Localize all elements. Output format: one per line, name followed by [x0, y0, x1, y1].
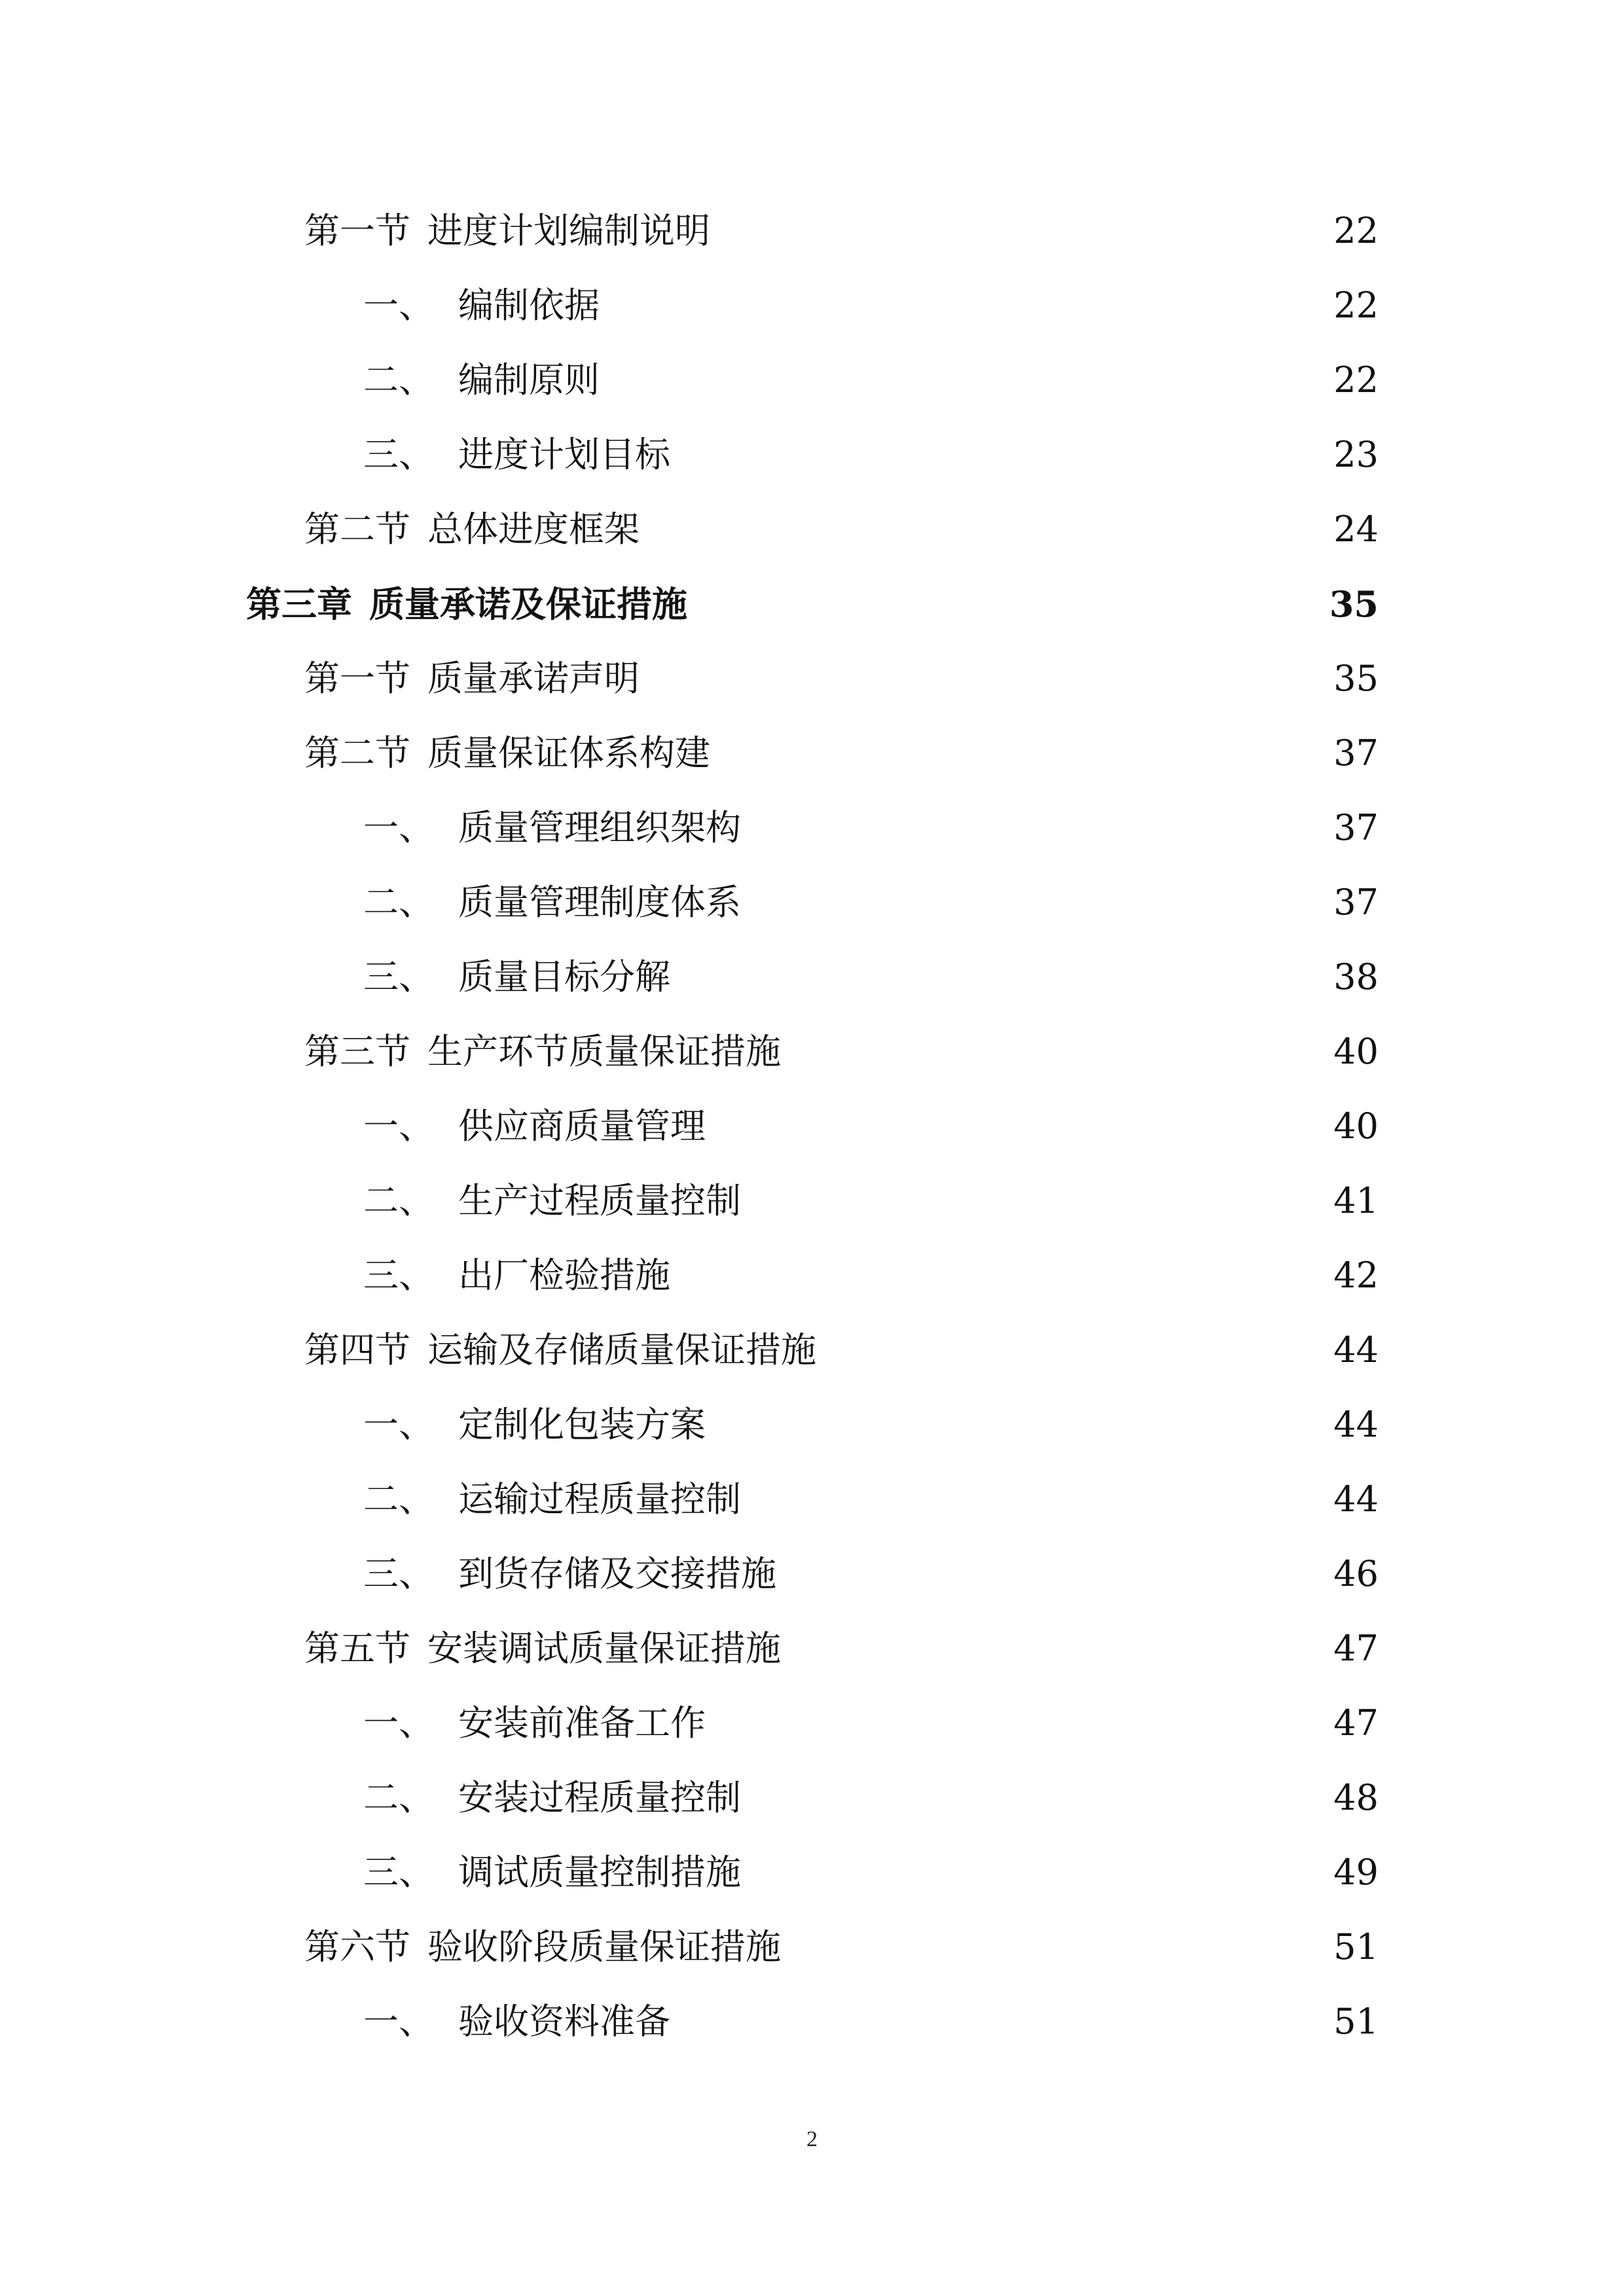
toc-entry-page-number: 37	[1333, 807, 1379, 848]
toc-entry-number: 第一节	[304, 658, 410, 699]
toc-entry-title: 供应商质量管理	[458, 1105, 706, 1147]
toc-entry-number: 第三章	[246, 583, 352, 625]
toc-entry-item[interactable]	[0, 1761, 1624, 1835]
toc-entry-heading	[304, 510, 640, 549]
toc-entry-heading	[363, 1480, 741, 1519]
dot-leader	[749, 1480, 1287, 1519]
toc-entry-item[interactable]	[0, 940, 1624, 1014]
toc-entry-heading	[363, 361, 600, 400]
toc-entry-number: 三、	[363, 1852, 434, 1893]
toc-entry-item[interactable]	[0, 343, 1624, 418]
toc-entry-section[interactable]	[0, 1014, 1624, 1089]
toc-entry-section[interactable]	[0, 194, 1624, 268]
dot-leader	[749, 1853, 1287, 1892]
toc-entry-item[interactable]	[0, 1388, 1624, 1462]
toc-entry-page-number: 24	[1333, 509, 1379, 550]
toc-entry-number: 一、	[363, 2001, 434, 2042]
toc-entry-page-number: 35	[1333, 658, 1379, 699]
dot-leader	[789, 1928, 1287, 1967]
toc-entry-number: 一、	[363, 807, 434, 848]
dot-leader	[678, 2002, 1287, 2041]
table-of-contents	[0, 194, 1624, 2059]
toc-entry-title: 生产环节质量保证措施	[427, 1031, 781, 1072]
dot-leader	[789, 1629, 1287, 1668]
toc-entry-number: 二、	[363, 1479, 434, 1520]
toc-entry-number: 一、	[363, 1404, 434, 1445]
toc-entry-heading	[363, 1405, 706, 1444]
toc-entry-heading	[363, 435, 670, 475]
toc-entry-number: 三、	[363, 956, 434, 997]
toc-entry-heading	[363, 1256, 670, 1295]
toc-entry-page-number: 22	[1333, 285, 1379, 326]
toc-entry-page-number: 51	[1333, 2001, 1379, 2042]
toc-entry-title: 安装调试质量保证措施	[427, 1628, 781, 1669]
dot-leader	[749, 808, 1287, 848]
toc-entry-number: 一、	[363, 1702, 434, 1744]
dot-leader	[789, 1032, 1287, 1071]
dot-leader	[824, 1331, 1287, 1370]
toc-entry-title: 生产过程质量控制	[458, 1180, 741, 1221]
toc-entry-number: 二、	[363, 359, 434, 401]
toc-entry-heading	[363, 1107, 706, 1146]
toc-entry-page-number: 47	[1333, 1628, 1379, 1669]
dot-leader	[718, 211, 1287, 251]
toc-entry-item[interactable]	[0, 865, 1624, 940]
toc-entry-number: 三、	[363, 1553, 434, 1594]
toc-entry-page-number: 47	[1333, 1702, 1379, 1744]
toc-entry-item[interactable]	[0, 1537, 1624, 1611]
toc-entry-number: 第五节	[304, 1628, 410, 1669]
toc-entry-title: 质量承诺声明	[427, 658, 640, 699]
toc-entry-page-number: 40	[1333, 1031, 1379, 1072]
toc-entry-item[interactable]	[0, 418, 1624, 492]
dot-leader	[678, 1256, 1287, 1295]
dot-leader	[647, 659, 1287, 698]
toc-entry-title: 调试质量控制措施	[458, 1852, 741, 1893]
dot-leader	[749, 1181, 1287, 1221]
toc-entry-page-number: 44	[1333, 1479, 1379, 1520]
toc-entry-section[interactable]	[0, 1313, 1624, 1388]
toc-entry-page-number: 38	[1333, 956, 1379, 997]
toc-entry-item[interactable]	[0, 1462, 1624, 1537]
toc-entry-item[interactable]	[0, 1164, 1624, 1238]
page-number: 2	[806, 2127, 818, 2151]
toc-entry-page-number: 42	[1333, 1255, 1379, 1296]
toc-entry-title: 质量保证体系构建	[427, 732, 710, 774]
toc-entry-heading	[304, 734, 710, 773]
toc-entry-heading	[304, 1331, 816, 1370]
toc-entry-title: 质量目标分解	[458, 956, 670, 997]
dot-leader	[718, 734, 1287, 773]
toc-entry-title: 编制原则	[458, 359, 600, 401]
dot-leader	[713, 1107, 1287, 1146]
toc-entry-page-number: 40	[1333, 1105, 1379, 1147]
dot-leader	[713, 1405, 1287, 1444]
toc-entry-item[interactable]	[0, 268, 1624, 343]
toc-entry-page-number: 37	[1333, 732, 1379, 774]
toc-entry-chapter[interactable]	[0, 567, 1624, 641]
toc-entry-page-number: 23	[1333, 434, 1379, 475]
toc-entry-number: 二、	[363, 1777, 434, 1818]
dot-leader	[749, 1778, 1287, 1818]
toc-entry-number: 一、	[363, 1105, 434, 1147]
toc-entry-title: 总体进度框架	[427, 509, 640, 550]
toc-entry-number: 第三节	[304, 1031, 410, 1072]
toc-entry-page-number: 22	[1333, 210, 1379, 251]
toc-entry-number: 第四节	[304, 1329, 410, 1371]
toc-entry-title: 验收资料准备	[458, 2001, 670, 2042]
toc-entry-page-number: 46	[1333, 1553, 1379, 1594]
toc-entry-page-number: 44	[1333, 1329, 1379, 1371]
dot-leader	[749, 883, 1287, 922]
toc-entry-heading	[304, 659, 640, 698]
toc-entry-section[interactable]	[0, 716, 1624, 791]
toc-entry-page-number: 22	[1333, 359, 1379, 401]
toc-entry-heading	[363, 286, 600, 325]
toc-entry-heading	[363, 808, 741, 848]
toc-entry-section[interactable]	[0, 641, 1624, 716]
toc-entry-heading	[246, 584, 687, 624]
toc-entry-title: 进度计划编制说明	[427, 210, 710, 251]
dot-leader	[713, 1704, 1287, 1743]
toc-entry-title: 到货存储及交接措施	[458, 1553, 776, 1594]
toc-entry-title: 运输及存储质量保证措施	[427, 1329, 816, 1371]
toc-entry-heading	[363, 1554, 776, 1594]
toc-entry-heading	[363, 1181, 741, 1221]
toc-entry-number: 第二节	[304, 509, 410, 550]
toc-entry-heading	[363, 1778, 741, 1818]
toc-entry-title: 定制化包装方案	[458, 1404, 706, 1445]
dot-leader	[678, 435, 1287, 475]
toc-entry-heading	[304, 211, 710, 251]
toc-entry-heading	[304, 1928, 781, 1967]
toc-entry-title: 验收阶段质量保证措施	[427, 1926, 781, 1967]
toc-entry-page-number: 49	[1333, 1852, 1379, 1893]
toc-entry-title: 编制依据	[458, 285, 600, 326]
toc-entry-number: 二、	[363, 1180, 434, 1221]
toc-entry-item[interactable]	[0, 1835, 1624, 1910]
toc-entry-title: 安装过程质量控制	[458, 1777, 741, 1818]
dot-leader	[647, 510, 1287, 549]
toc-entry-number: 第二节	[304, 732, 410, 774]
toc-entry-item[interactable]	[0, 1984, 1624, 2059]
toc-entry-page-number: 48	[1333, 1777, 1379, 1818]
toc-entry-page-number: 44	[1333, 1404, 1379, 1445]
toc-entry-heading	[363, 958, 670, 997]
toc-entry-heading	[363, 883, 741, 922]
toc-entry-number: 三、	[363, 1255, 434, 1296]
toc-entry-heading	[363, 1704, 706, 1743]
toc-entry-item[interactable]	[0, 791, 1624, 865]
toc-entry-section[interactable]	[0, 1910, 1624, 1984]
toc-entry-number: 一、	[363, 285, 434, 326]
dot-leader	[695, 584, 1287, 624]
toc-entry-item[interactable]	[0, 1238, 1624, 1313]
dot-leader	[607, 361, 1287, 400]
toc-entry-number: 二、	[363, 882, 434, 923]
toc-entry-title: 进度计划目标	[458, 434, 670, 475]
toc-entry-page-number: 35	[1329, 583, 1379, 625]
toc-entry-heading	[304, 1032, 781, 1071]
toc-entry-title: 质量管理组织架构	[458, 807, 741, 848]
toc-entry-item[interactable]	[0, 1089, 1624, 1164]
toc-entry-page-number: 51	[1333, 1926, 1379, 1967]
toc-entry-page-number: 37	[1333, 882, 1379, 923]
dot-leader	[784, 1554, 1287, 1594]
toc-entry-section[interactable]	[0, 492, 1624, 567]
toc-entry-heading	[363, 2002, 670, 2041]
toc-entry-page-number: 41	[1333, 1180, 1379, 1221]
toc-entry-section[interactable]	[0, 1611, 1624, 1686]
toc-entry-title: 运输过程质量控制	[458, 1479, 741, 1520]
toc-entry-title: 安装前准备工作	[458, 1702, 706, 1744]
dot-leader	[607, 286, 1287, 325]
toc-entry-item[interactable]	[0, 1686, 1624, 1761]
toc-entry-number: 第六节	[304, 1926, 410, 1967]
toc-entry-heading	[363, 1853, 741, 1892]
toc-entry-title: 质量管理制度体系	[458, 882, 741, 923]
toc-entry-heading	[304, 1629, 781, 1668]
toc-entry-number: 第一节	[304, 210, 410, 251]
toc-entry-number: 三、	[363, 434, 434, 475]
dot-leader	[678, 958, 1287, 997]
toc-entry-title: 质量承诺及保证措施	[369, 583, 687, 625]
toc-entry-title: 出厂检验措施	[458, 1255, 670, 1296]
